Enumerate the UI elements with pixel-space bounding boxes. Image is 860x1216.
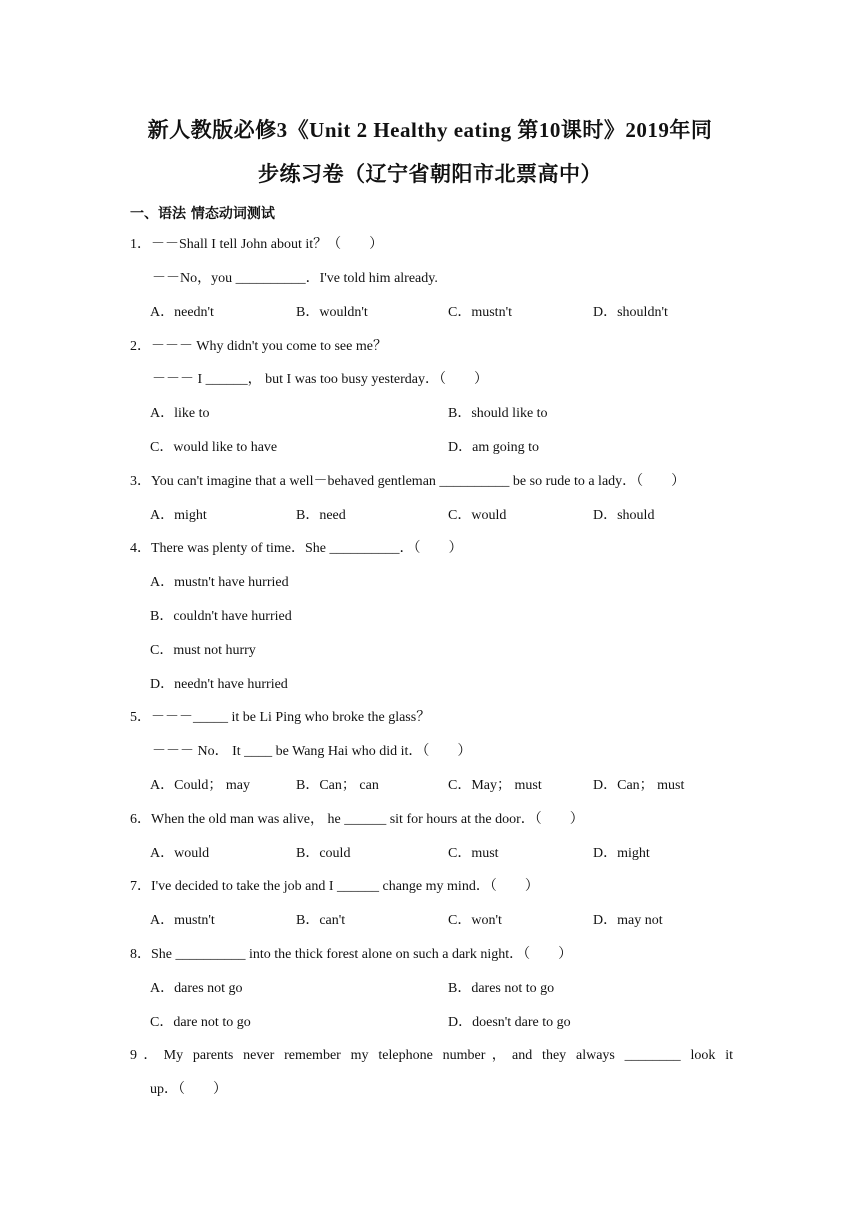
option-d: D．might — [593, 846, 650, 861]
option-c: C．would like to have — [150, 440, 278, 455]
option-c: C．would — [448, 508, 507, 523]
option-d: D．may not — [593, 913, 663, 928]
option-b: B．couldn't have hurried — [150, 609, 292, 624]
question-continuation: up．（ ） — [150, 1082, 227, 1097]
question-sub: －－－ No． It ____ be Wang Hai who did it．（ ） — [152, 744, 472, 759]
option-d: D．should — [593, 508, 655, 523]
question-stem: 6．When the old man was alive， he ______ sit for hours at the door．（ ） — [130, 812, 584, 827]
option-b: B．Can； can — [296, 778, 379, 793]
option-a: A．might — [150, 508, 207, 523]
option-a: A．Could； may — [150, 778, 250, 793]
question-stem: 7．I've decided to take the job and I ______ change my mind．（ ） — [130, 879, 539, 894]
option-a: A．needn't — [150, 305, 214, 320]
option-d: D．needn't have hurried — [150, 677, 288, 692]
option-d: D．Can； must — [593, 778, 685, 793]
option-c: C．May； must — [448, 778, 542, 793]
question-sub: －－No，you __________．I've told him already. — [152, 271, 438, 286]
option-d: D．shouldn't — [593, 305, 668, 320]
option-a: A．mustn't have hurried — [150, 575, 289, 590]
question-stem: 8．She __________ into the thick forest alone on such a dark night．（ ） — [130, 947, 573, 962]
option-b: B．dares not to go — [448, 981, 555, 996]
option-a: A．mustn't — [150, 913, 215, 928]
option-c: C．dare not to go — [150, 1015, 251, 1030]
option-c: C．won't — [448, 913, 502, 928]
option-b: B．should like to — [448, 406, 548, 421]
question-stem: 9．My parents never remember my telephone number，and they always ________ look it — [130, 1048, 733, 1063]
option-b: B．wouldn't — [296, 305, 368, 320]
option-d: D．am going to — [448, 440, 539, 455]
question-stem: 4．There was plenty of time．She __________．（ ） — [130, 541, 463, 556]
option-a: A．like to — [150, 406, 210, 421]
option-d: D．doesn't dare to go — [448, 1015, 571, 1030]
option-b: B．could — [296, 846, 351, 861]
option-b: B．can't — [296, 913, 346, 928]
section-heading: 一、语法 情态动词测试 — [130, 206, 275, 222]
title-line-1: 新人教版必修3《Unit 2 Healthy eating 第10课时》2019年同 — [147, 118, 713, 142]
option-c: C．must — [448, 846, 499, 861]
option-b: B．need — [296, 508, 346, 523]
option-c: C．must not hurry — [150, 643, 256, 658]
question-stem: 5．－－－_____ it be Li Ping who broke the glass？ — [130, 710, 431, 725]
option-a: A．would — [150, 846, 210, 861]
question-stem: 2．－－－ Why didn't you come to see me？ — [130, 339, 387, 354]
question-sub: －－－ I ______， but I was too busy yesterday．（ ） — [152, 372, 488, 387]
question-stem: 3．You can't imagine that a well－behaved gentleman __________ be so rude to a lady．（ ） — [130, 474, 686, 489]
option-a: A．dares not go — [150, 981, 243, 996]
option-c: C．mustn't — [448, 305, 512, 320]
question-stem: 1．－－Shall I tell John about it？（ ） — [130, 237, 384, 252]
title-line-2: 步练习卷（辽宁省朝阳市北票高中） — [258, 162, 602, 186]
